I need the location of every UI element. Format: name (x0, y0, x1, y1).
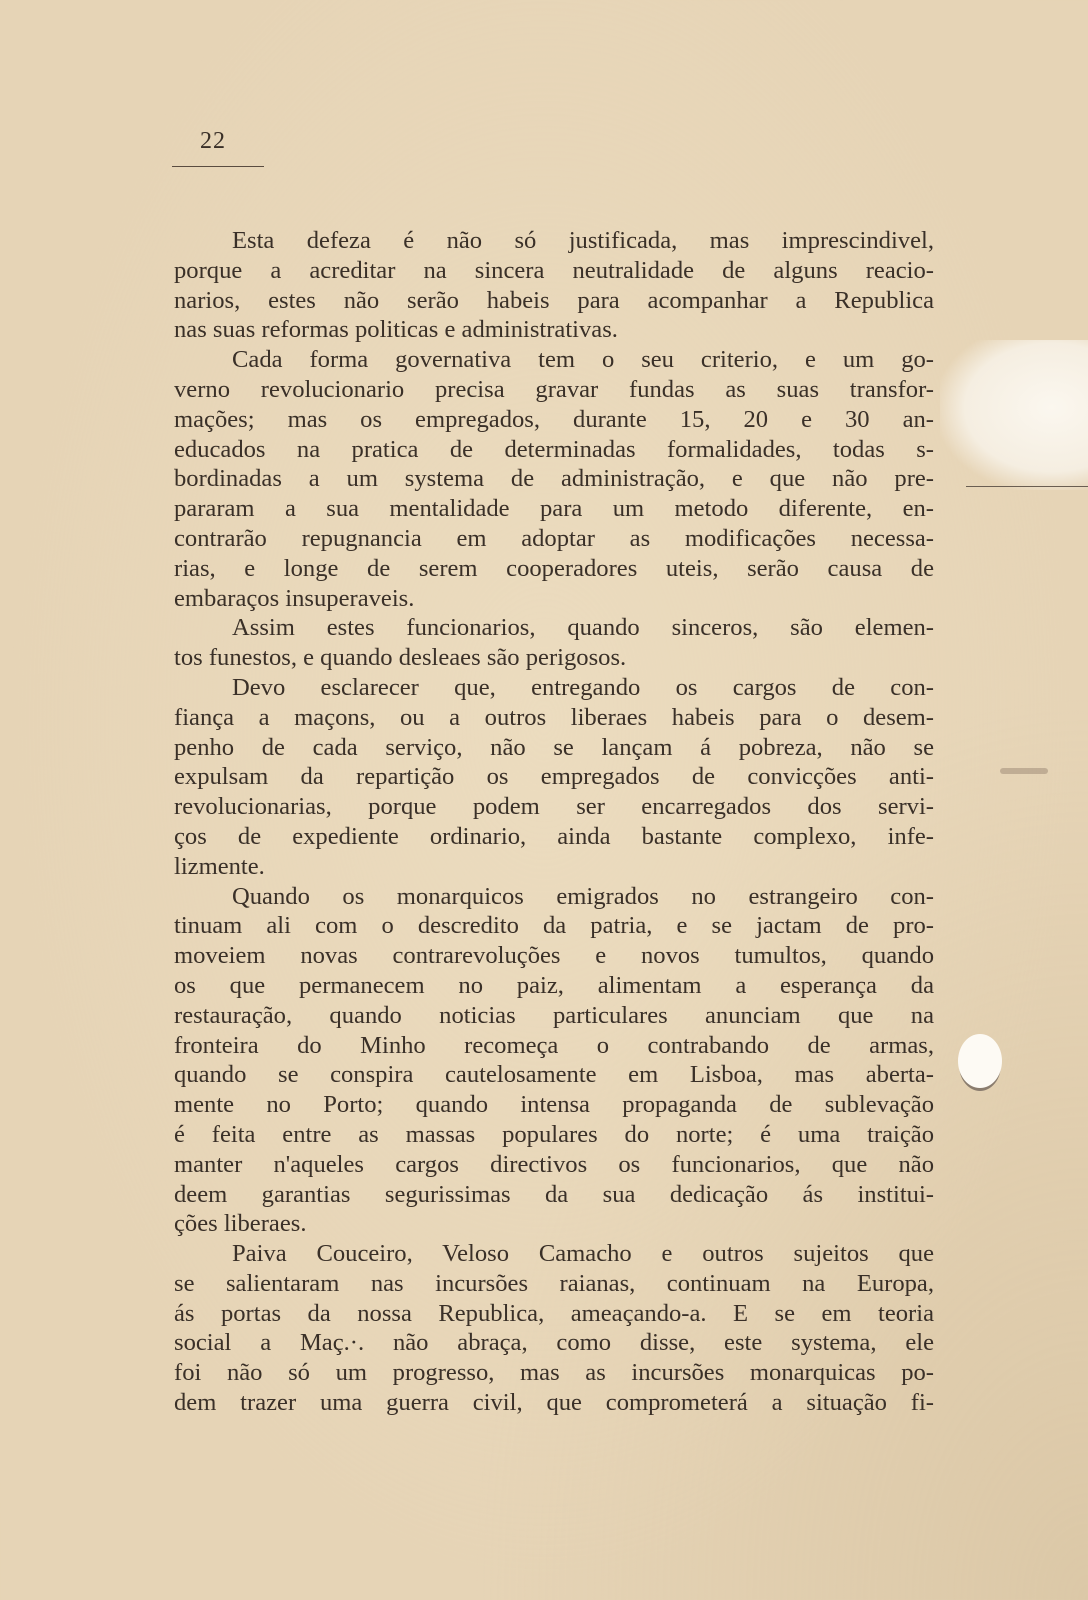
text-line: embaraços insuperaveis. (174, 584, 415, 612)
text-line: se salientaram nas incursões raianas, continuam na Europa, (174, 1269, 934, 1297)
text-line: pararam a sua mentalidade para um metodo diferente, en- (174, 495, 934, 523)
text-line: contrarão repugnancia em adoptar as modificações necessa- (174, 524, 934, 552)
text-line: fronteira do Minho recomeça o contrabando de armas, (174, 1031, 934, 1059)
page-edge-tear (940, 340, 1088, 490)
text-line: restauração, quando noticias particulares anunciam que na (174, 1001, 934, 1029)
text-line: ços de expediente ordinario, ainda bastante complexo, infe- (174, 822, 934, 850)
text-line: Quando os monarquicos emigrados no estrangeiro con- (232, 882, 934, 910)
text-line: os que permanecem no paiz, alimentam a esperança da (174, 971, 934, 999)
text-line: lizmente. (174, 852, 265, 880)
text-line: verno revolucionario precisa gravar fundas as suas transfor- (174, 375, 934, 403)
text-line: revolucionarias, porque podem ser encarregados dos servi- (174, 793, 934, 821)
text-line: bordinadas a um systema de administração, e que não pre- (174, 465, 934, 493)
text-line: porque a acreditar na sincera neutralidade de alguns reacio- (174, 256, 934, 284)
text-line: foi não só um progresso, mas as incursões monarquicas po- (174, 1359, 934, 1387)
text-line: Cada forma governativa tem o seu criterio, e um go- (232, 346, 934, 374)
text-line: Devo esclarecer que, entregando os cargos de con- (232, 673, 934, 701)
text-line: moveiem novas contrarevoluções e novos tumultos, quando (174, 942, 934, 970)
text-line: nas suas reformas politicas e administrativas. (174, 316, 618, 344)
text-line: Paiva Couceiro, Veloso Camacho e outros sujeitos que (232, 1240, 934, 1268)
punch-hole (958, 1034, 1002, 1088)
text-line: mente no Porto; quando intensa propaganda de sublevação (174, 1091, 934, 1119)
text-line: rias, e longe de serem cooperadores uteis, serão causa de (174, 554, 934, 582)
page-edge-line (966, 486, 1088, 487)
text-line: ções liberaes. (174, 1210, 307, 1238)
text-line: ás portas da nossa Republica, ameaçando-a. E se em teoria (174, 1299, 934, 1327)
text-line: tos funestos, e quando desleaes são perigosos. (174, 644, 627, 672)
text-line: fiança a maçons, ou a outros liberaes habeis para o desem- (174, 703, 934, 731)
text-line: é feita entre as massas populares do norte; é uma traição (174, 1120, 934, 1148)
text-line: Esta defeza é não só justificada, mas imprescindivel, (232, 227, 934, 254)
text-line: dem trazer uma guerra civil, que comprometerá a situação fi- (174, 1389, 934, 1417)
page-number-rule (172, 166, 264, 167)
page-number: 22 (200, 128, 226, 154)
text-line: social a Maç.·. não abraça, como disse, este systema, ele (174, 1329, 934, 1357)
text-line: expulsam da repartição os empregados de convicções anti- (174, 763, 934, 791)
text-line: tinuam ali com o descredito da patria, e se jactam de pro- (174, 912, 934, 940)
text-line: penho de cada serviço, não se lançam á pobreza, não se (174, 733, 934, 761)
text-line: mações; mas os empregados, durante 15, 20 e 30 an- (174, 405, 934, 433)
text-line: Assim estes funcionarios, quando sinceros, são elemen- (232, 614, 934, 642)
ink-smudge (1000, 768, 1048, 774)
text-line: narios, estes não serão habeis para acompanhar a Republica (174, 286, 934, 314)
text-line: educados na pratica de determinadas formalidades, todas s- (174, 435, 934, 463)
text-line: manter n'aqueles cargos directivos os funcionarios, que não (174, 1150, 934, 1178)
text-line: deem garantias segurissimas da sua dedicação ás institui- (174, 1180, 934, 1208)
body-text (174, 226, 934, 1418)
text-line: quando se conspira cautelosamente em Lisboa, mas aberta- (174, 1061, 934, 1089)
